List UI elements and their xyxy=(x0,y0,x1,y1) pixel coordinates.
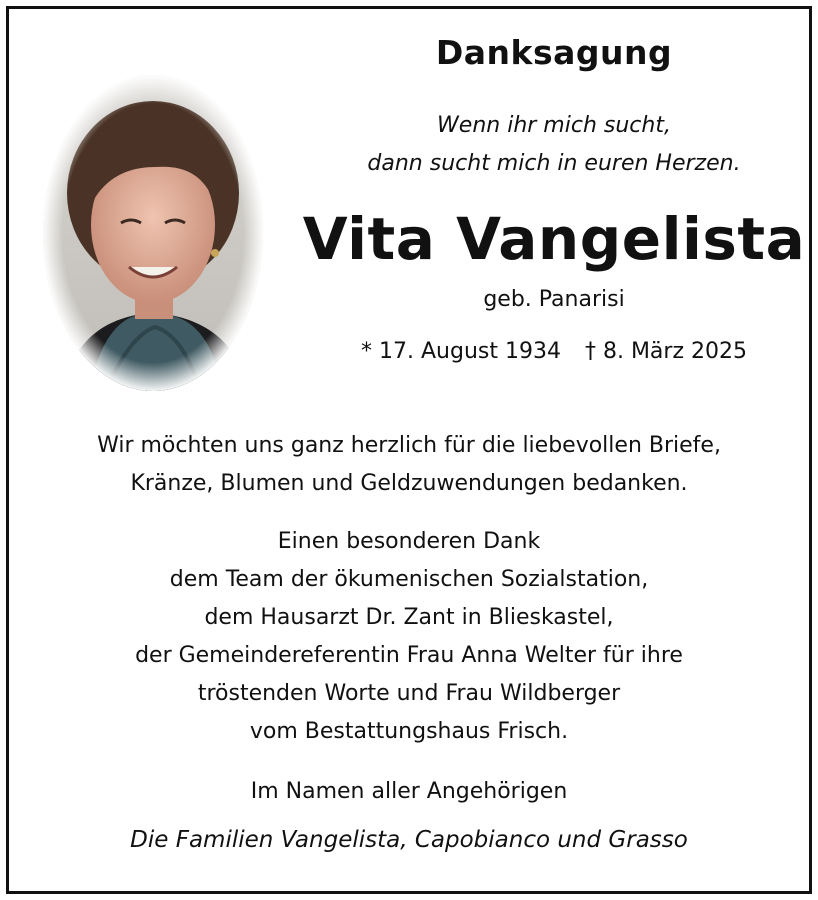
birth-date: * 17. August 1934 xyxy=(361,339,561,364)
birth-name: geb. Panarisi xyxy=(483,287,625,312)
thanks-line: Wir möchten uns ganz herzlich für die liebevollen Briefe, xyxy=(97,433,721,458)
verse xyxy=(299,107,809,183)
special-thanks-paragraph xyxy=(9,523,809,751)
notice-title: Danksagung xyxy=(435,33,673,72)
verse-line: Wenn ihr mich sucht, xyxy=(437,113,671,138)
signoff: Im Namen aller Angehörigen xyxy=(250,779,568,804)
special-thanks-line: Einen besonderen Dank xyxy=(277,529,541,554)
special-thanks-line: dem Hausarzt Dr. Zant in Blieskastel, xyxy=(204,605,614,630)
special-thanks-line: der Gemeindereferentin Frau Anna Welter für ihre xyxy=(135,643,683,668)
portrait-photo xyxy=(43,75,263,391)
thanks-paragraph xyxy=(9,427,809,503)
deceased-name: Vita Vangelista xyxy=(302,205,806,273)
thanks-line: Kränze, Blumen und Geldzuwendungen bedanken. xyxy=(130,471,688,496)
obituary-notice xyxy=(6,6,812,894)
special-thanks-line: tröstenden Worte und Frau Wildberger xyxy=(197,681,621,706)
special-thanks-line: dem Team der ökumenischen Sozialstation, xyxy=(169,567,649,592)
life-dates xyxy=(299,339,809,364)
verse-line: dann sucht mich in euren Herzen. xyxy=(367,151,741,176)
death-date: † 8. März 2025 xyxy=(584,339,747,364)
special-thanks-line: vom Bestattungshaus Frisch. xyxy=(249,719,569,744)
family-signature: Die Familien Vangelista, Capobianco und Grasso xyxy=(130,827,688,853)
